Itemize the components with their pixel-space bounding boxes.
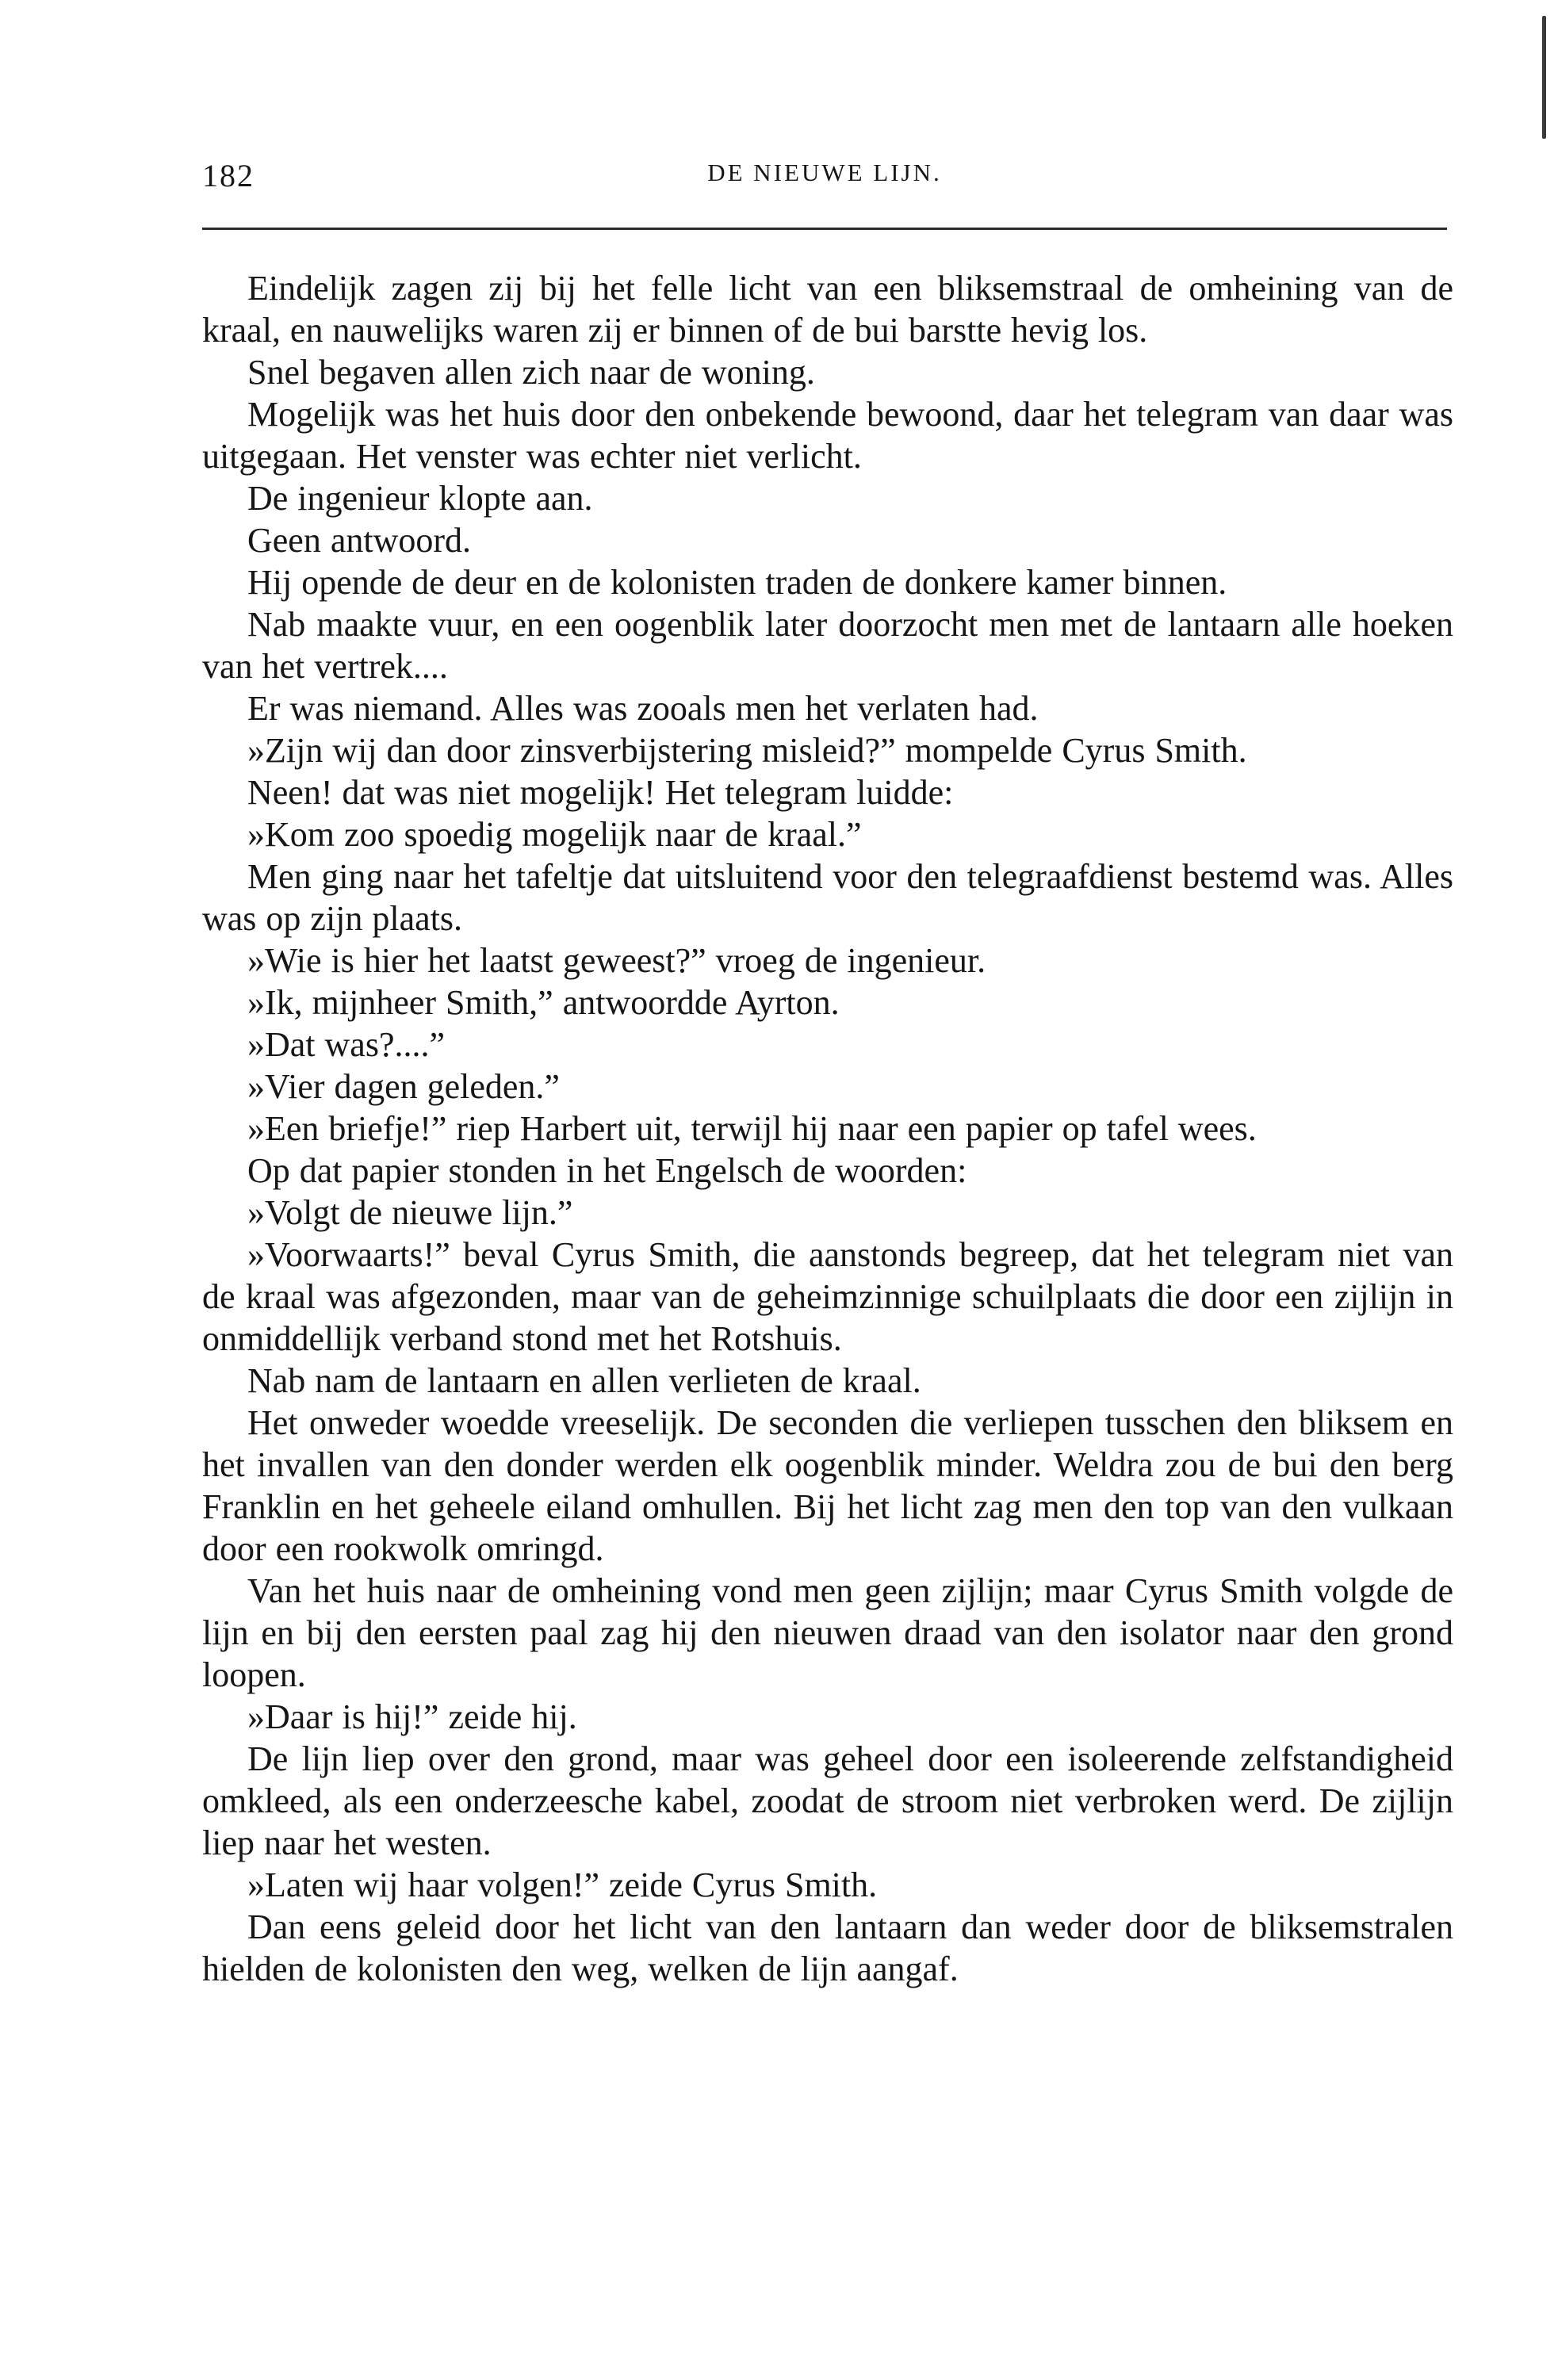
paragraph: »Ik, mijnheer Smith,” antwoordde Ayrton.: [247, 983, 840, 1022]
paragraph: Neen! dat was niet mogelijk! Het telegram luidde:: [247, 773, 954, 812]
paragraph: Op dat papier stonden in het Engelsch de woorden:: [247, 1151, 967, 1190]
paragraph: Snel begaven allen zich naar de woning.: [247, 353, 815, 392]
paragraph: »Dat was?....”: [247, 1025, 446, 1064]
paragraph: »Kom zoo spoedig mogelijk naar de kraal.”: [247, 815, 862, 854]
paragraph: Dan eens geleid door het licht van den lantaarn dan weder door de bliksemstralen hielden de kolonisten den weg, welken de lijn aangaf.: [202, 1907, 1453, 1988]
paragraph: »Laten wij haar volgen!” zeide Cyrus Smith.: [247, 1865, 878, 1904]
paragraph: Men ging naar het tafeltje dat uitsluitend voor den telegraafdienst bestemd was. Alles was op zijn plaats.: [202, 857, 1453, 938]
page-header: [202, 151, 1447, 198]
header-rule: [202, 228, 1447, 230]
paragraph: Geen antwoord.: [247, 521, 472, 560]
paragraph: Hij opende de deur en de kolonisten traden de donkere kamer binnen.: [247, 563, 1227, 602]
paragraph: »Volgt de nieuwe lijn.”: [247, 1193, 573, 1232]
paragraph: Er was niemand. Alles was zooals men het verlaten had.: [247, 689, 1039, 728]
paragraph: De lijn liep over den grond, maar was geheel door een isoleerende zelfstandigheid omkleed, als een onderzeesche kabel, zoodat de stroom niet verbroken werd. De zijlijn liep naar het westen.: [202, 1739, 1453, 1862]
paragraph: Eindelijk zagen zij bij het felle licht van een bliksemstraal de omheining van de kraal, en nauwelijks waren zij er binnen of de bui barstte hevig los.: [202, 269, 1453, 350]
running-title: DE NIEUWE LIJN.: [707, 159, 942, 186]
page-edge-mark: [1542, 16, 1546, 139]
paragraph: De ingenieur klopte aan.: [247, 479, 593, 518]
page-number: 182: [202, 158, 255, 193]
paragraph: Van het huis naar de omheining vond men geen zijlijn; maar Cyrus Smith volgde de lijn en bij den eersten paal zag hij den nieuwen draad van den isolator naar den grond loopen.: [202, 1571, 1453, 1694]
paragraph: »Vier dagen geleden.”: [247, 1067, 560, 1106]
paragraph: »Zijn wij dan door zinsverbijstering misleid?” mompelde Cyrus Smith.: [247, 731, 1247, 770]
paragraph: »Een briefje!” riep Harbert uit, terwijl hij naar een papier op tafel wees.: [247, 1109, 1257, 1148]
paragraph: Het onweder woedde vreeselijk. De seconden die verliepen tusschen den bliksem en het invallen van den donder werden elk oogenblik minder. Weldra zou de bui den berg Franklin en het geheele eiland omhullen. Bij het licht zag men den top van den vulkaan door een rookwolk omringd.: [202, 1403, 1453, 1568]
paragraph: Mogelijk was het huis door den onbekende bewoond, daar het telegram van daar was uitgegaan. Het venster was echter niet verlicht.: [202, 395, 1453, 476]
paragraph: »Daar is hij!” zeide hij.: [247, 1697, 577, 1736]
paragraph: Nab maakte vuur, en een oogenblik later doorzocht men met de lantaarn alle hoeken van het vertrek....: [202, 605, 1453, 686]
body-text: [202, 267, 1453, 1990]
paragraph: »Voorwaarts!” beval Cyrus Smith, die aanstonds begreep, dat het telegram niet van de kraal was afgezonden, maar van de geheimzinnige schuilplaats die door een zijlijn in onmiddellijk verband stond met het Rotshuis.: [202, 1235, 1453, 1358]
paragraph: »Wie is hier het laatst geweest?” vroeg de ingenieur.: [247, 941, 986, 980]
paragraph: Nab nam de lantaarn en allen verlieten de kraal.: [247, 1361, 921, 1400]
